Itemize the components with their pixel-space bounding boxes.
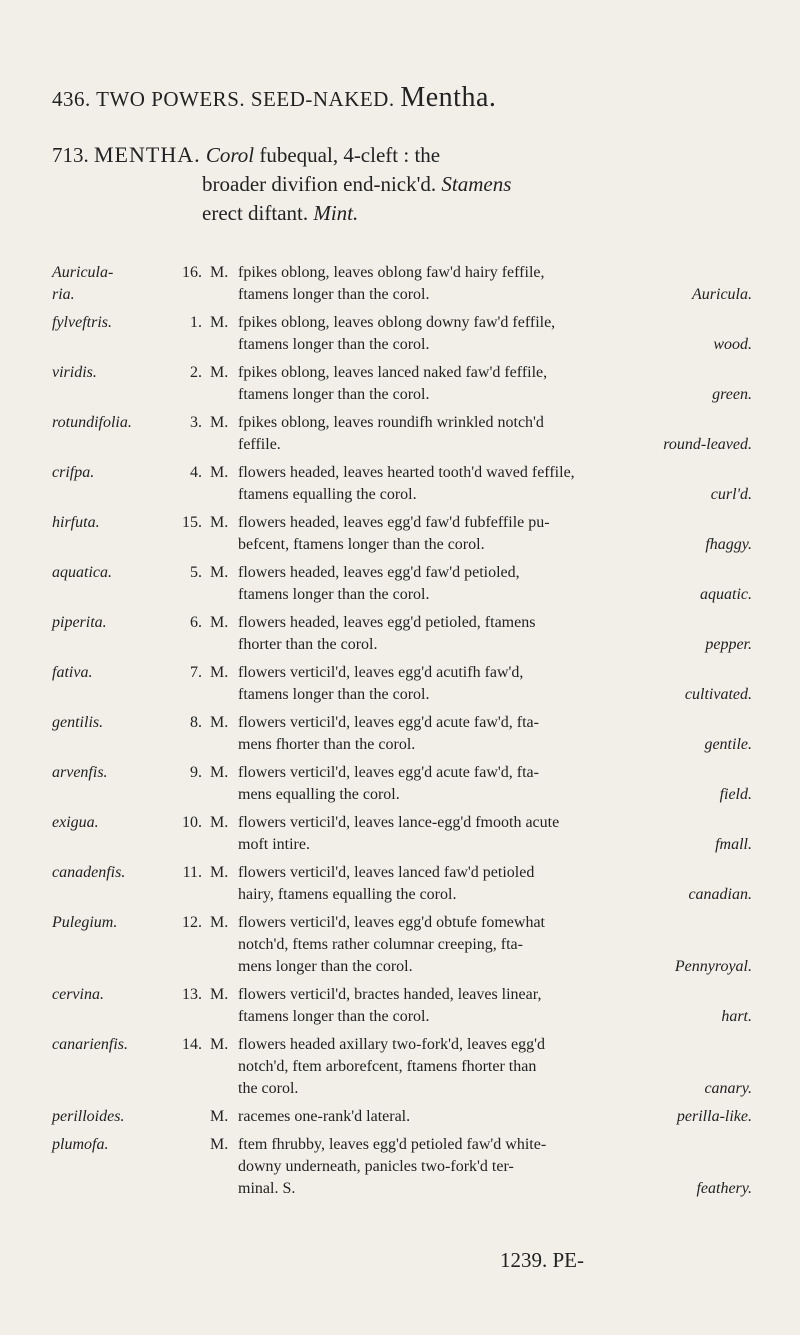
species-description (238, 362, 752, 406)
running-title: TWO POWERS. SEED-NAKED. (96, 87, 395, 111)
species-description (238, 662, 752, 706)
species-latin-name (52, 462, 170, 484)
description-line: notch'd, ftems rather columnar creeping, fta- (238, 936, 523, 953)
species-description (238, 712, 752, 756)
species-latin-name (52, 1134, 170, 1156)
running-genus: Mentha. (400, 82, 497, 113)
species-latin-name (52, 862, 170, 884)
species-latin-name (52, 1034, 170, 1056)
english-name: round-leaved. (663, 436, 752, 453)
latin-name-part: perilloides. (52, 1108, 125, 1125)
genus-abbrev: M. (210, 714, 229, 731)
english-name: Auricula. (692, 286, 752, 303)
english-name: wood. (713, 336, 752, 353)
common-name: Mint. (313, 201, 359, 225)
genus-abbrev: M. (210, 764, 229, 781)
english-name: curl'd. (710, 486, 752, 503)
species-description (238, 312, 752, 356)
description-line: feffile. (238, 436, 281, 453)
species-latin-name (52, 312, 170, 334)
species-description (238, 1034, 752, 1100)
species-entry (52, 412, 752, 456)
species-description (238, 612, 752, 656)
english-name: cultivated. (684, 686, 752, 703)
english-name: field. (719, 786, 752, 803)
english-name: canary. (704, 1080, 752, 1097)
latin-name-part: fylveftris. (52, 314, 112, 331)
latin-name-part: aquatica. (52, 564, 112, 581)
species-number: 1. (190, 314, 202, 331)
description-line: flowers verticil'd, bractes handed, leaves linear, (238, 986, 542, 1003)
species-latin-name (52, 512, 170, 534)
genus-abbrev: M. (210, 314, 229, 331)
latin-name-part: canadenfis. (52, 864, 126, 881)
catchword: 1239. PE- (500, 1248, 584, 1272)
species-entry (52, 762, 752, 806)
genus-abbrev: M. (210, 814, 229, 831)
genus-abbrev: M. (210, 864, 229, 881)
english-name: gentile. (704, 736, 752, 753)
description-line: downy underneath, panicles two-fork'd ter- (238, 1158, 514, 1175)
description-line: flowers verticil'd, leaves egg'd acute faw'd, fta- (238, 714, 539, 731)
species-entry (52, 312, 752, 356)
species-number: 12. (182, 914, 202, 931)
description-line: notch'd, ftem arborefcent, ftamens fhorter than (238, 1058, 537, 1075)
english-name: fmall. (715, 836, 752, 853)
description-line: fpikes oblong, leaves oblong downy faw'd feffile, (238, 314, 556, 331)
species-description (238, 862, 752, 906)
species-entry (52, 462, 752, 506)
description-line: racemes one-rank'd lateral. (238, 1108, 411, 1125)
description-line: flowers headed, leaves egg'd petioled, ftamens (238, 614, 536, 631)
species-number: 11. (182, 864, 202, 881)
latin-name-part: hirfuta. (52, 514, 100, 531)
species-entry (52, 862, 752, 906)
latin-name-part: arvenfis. (52, 764, 108, 781)
latin-name-part: ria. (52, 286, 75, 303)
species-number: 2. (190, 364, 202, 381)
species-number: 15. (182, 514, 202, 531)
latin-name-part: crifpa. (52, 464, 95, 481)
species-description (238, 912, 752, 978)
description-line: flowers verticil'd, leaves lanced faw'd petioled (238, 864, 535, 881)
genus-abbrev: M. (210, 986, 229, 1003)
stamens-text: erect diftant. (202, 201, 309, 225)
description-line: flowers verticil'd, leaves egg'd acutifh faw'd, (238, 664, 524, 681)
genus-abbrev: M. (210, 1136, 229, 1153)
species-number: 3. (190, 414, 202, 431)
description-line: flowers verticil'd, leaves egg'd acute faw'd, fta- (238, 764, 539, 781)
species-entry (52, 812, 752, 856)
description-line: flowers headed, leaves egg'd faw'd fubfeffile pu- (238, 514, 550, 531)
species-number: 8. (190, 714, 202, 731)
genus-description (52, 140, 752, 228)
species-latin-name (52, 612, 170, 634)
species-number: 6. (190, 614, 202, 631)
species-latin-name (52, 262, 170, 306)
genus-name: MENTHA. (94, 142, 201, 167)
genus-abbrev: M. (210, 914, 229, 931)
description-line: hairy, ftamens equalling the corol. (238, 886, 457, 903)
description-line: fpikes oblong, leaves oblong faw'd hairy feffile, (238, 264, 545, 281)
species-latin-name (52, 1106, 170, 1128)
stamens-label: Stamens (441, 172, 512, 196)
english-name: fhaggy. (705, 536, 752, 553)
latin-name-part: Pulegium. (52, 914, 118, 931)
description-line: fpikes oblong, leaves roundifh wrinkled notch'd (238, 414, 544, 431)
genus-abbrev: M. (210, 614, 229, 631)
species-entry (52, 612, 752, 656)
species-entry (52, 562, 752, 606)
species-description (238, 762, 752, 806)
species-description (238, 812, 752, 856)
species-number: 16. (182, 264, 202, 281)
english-name: hart. (721, 1008, 752, 1025)
species-description (238, 984, 752, 1028)
english-name: aquatic. (700, 586, 752, 603)
latin-name-part: plumofa. (52, 1136, 109, 1153)
species-latin-name (52, 912, 170, 934)
corol-text: fubequal, 4-cleft : the (259, 143, 441, 167)
species-entry (52, 984, 752, 1028)
species-number: 9. (190, 764, 202, 781)
description-line: flowers headed, leaves hearted tooth'd waved feffile, (238, 464, 575, 481)
description-line: ftamens longer than the corol. (238, 586, 430, 603)
species-number: 7. (190, 664, 202, 681)
corol-label: Corol (205, 143, 255, 167)
species-list (52, 262, 752, 1206)
genus-abbrev: M. (210, 664, 229, 681)
description-line: flowers headed axillary two-fork'd, leaves egg'd (238, 1036, 545, 1053)
description-line: ftem fhrubby, leaves egg'd petioled faw'd white- (238, 1136, 547, 1153)
latin-name-part: piperita. (52, 614, 107, 631)
english-name: Pennyroyal. (674, 958, 752, 975)
species-entry (52, 1134, 752, 1200)
species-description (238, 512, 752, 556)
latin-name-part: gentilis. (52, 714, 104, 731)
species-latin-name (52, 362, 170, 384)
species-latin-name (52, 762, 170, 784)
latin-name-part: cervina. (52, 986, 104, 1003)
description-line: fpikes oblong, leaves lanced naked faw'd feffile, (238, 364, 548, 381)
running-head (52, 82, 496, 114)
genus-abbrev: M. (210, 464, 229, 481)
broader-division-text: broader divifion end-nick'd. (202, 172, 437, 196)
species-latin-name (52, 812, 170, 834)
description-line: mens equalling the corol. (238, 786, 400, 803)
description-line: moft intire. (238, 836, 310, 853)
species-number: 4. (190, 464, 202, 481)
species-entry (52, 1034, 752, 1100)
description-line: mens fhorter than the corol. (238, 736, 416, 753)
genus-abbrev: M. (210, 1036, 229, 1053)
species-number: 5. (190, 564, 202, 581)
latin-name-part: exigua. (52, 814, 99, 831)
description-line: befcent, ftamens longer than the corol. (238, 536, 485, 553)
page-number: 436. (52, 87, 91, 111)
latin-name-part: rotundifolia. (52, 414, 132, 431)
species-latin-name (52, 562, 170, 584)
description-line: ftamens longer than the corol. (238, 686, 430, 703)
species-entry (52, 912, 752, 978)
latin-name-part: fativa. (52, 664, 93, 681)
latin-name-part: canarienfis. (52, 1036, 128, 1053)
description-line: ftamens equalling the corol. (238, 486, 417, 503)
description-line: mens longer than the corol. (238, 958, 413, 975)
description-line: ftamens longer than the corol. (238, 386, 430, 403)
species-entry (52, 512, 752, 556)
species-entry (52, 362, 752, 406)
species-entry (52, 662, 752, 706)
description-line: minal. S. (238, 1180, 296, 1197)
english-name: pepper. (705, 636, 752, 653)
species-latin-name (52, 662, 170, 684)
genus-abbrev: M. (210, 414, 229, 431)
species-description (238, 1106, 752, 1128)
description-line: flowers verticil'd, leaves lance-egg'd fmooth acute (238, 814, 560, 831)
description-line: ftamens longer than the corol. (238, 336, 430, 353)
genus-abbrev: M. (210, 564, 229, 581)
species-number: 10. (182, 814, 202, 831)
english-name: perilla-like. (676, 1108, 752, 1125)
species-latin-name (52, 984, 170, 1006)
species-entry (52, 712, 752, 756)
species-entry (52, 262, 752, 306)
description-line: flowers verticil'd, leaves egg'd obtufe fomewhat (238, 914, 545, 931)
species-description (238, 412, 752, 456)
genus-abbrev: M. (210, 264, 229, 281)
genus-abbrev: M. (210, 1108, 229, 1125)
latin-name-part: viridis. (52, 364, 97, 381)
species-description (238, 262, 752, 306)
genus-line-3 (52, 199, 752, 228)
species-entry (52, 1106, 752, 1128)
genus-number: 713. (52, 143, 89, 167)
species-number: 14. (182, 1036, 202, 1053)
species-description (238, 1134, 752, 1200)
description-line: flowers headed, leaves egg'd faw'd petioled, (238, 564, 520, 581)
genus-abbrev: M. (210, 364, 229, 381)
genus-line-2 (52, 170, 752, 199)
english-name: green. (712, 386, 752, 403)
english-name: canadian. (688, 886, 752, 903)
description-line: the corol. (238, 1080, 299, 1097)
description-line: ftamens longer than the corol. (238, 1008, 430, 1025)
genus-abbrev: M. (210, 514, 229, 531)
species-latin-name (52, 712, 170, 734)
english-name: feathery. (696, 1180, 752, 1197)
species-number: 13. (182, 986, 202, 1003)
description-line: ftamens longer than the corol. (238, 286, 430, 303)
species-description (238, 562, 752, 606)
description-line: fhorter than the corol. (238, 636, 378, 653)
latin-name-part: Auricula- (52, 264, 114, 281)
species-description (238, 462, 752, 506)
species-latin-name (52, 412, 170, 434)
